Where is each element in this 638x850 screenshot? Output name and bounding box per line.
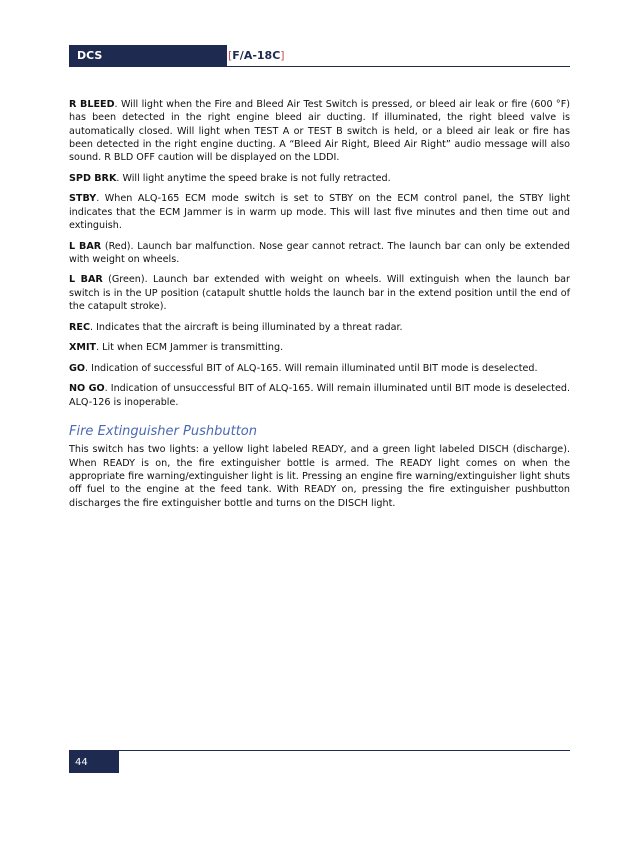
item-paragraph bbox=[69, 240, 570, 267]
page-number-box bbox=[69, 751, 119, 773]
section-body: This switch has two lights: a yellow light labeled READY, and a green light labeled DISCH (discharge). When READY is on, the fire extinguisher bottle is armed. The READY light comes on when the appropriate fire warning/extinguisher light is lit. Pressing an engine fire warning/extinguisher light shuts off fuel to the engine at the feed tank. With READY on, pressing the fire extinguisher pushbutton discharges the fire extinguisher bottle and turns on the DISCH light. bbox=[69, 444, 570, 509]
item-term: REC bbox=[69, 321, 90, 333]
item-paragraph bbox=[69, 321, 570, 334]
item-description: . Indication of successful BIT of ALQ-165. Will remain illuminated until BIT mode is deselected. bbox=[85, 362, 538, 374]
item-term: L BAR bbox=[69, 240, 102, 252]
header-bracket-open: [ bbox=[228, 49, 233, 62]
item-term: R BLEED bbox=[69, 99, 115, 110]
item-term: L BAR bbox=[69, 274, 103, 286]
item-paragraph bbox=[69, 192, 570, 232]
page-number: 44 bbox=[75, 757, 88, 768]
footer-rule bbox=[69, 750, 570, 751]
item-description: . Indicates that the aircraft is being illuminated by a threat radar. bbox=[89, 321, 403, 333]
item-description: . Will light anytime the speed brake is not fully retracted. bbox=[116, 172, 391, 184]
item-description: (Green). Launch bar extended with weight on wheels. Will extinguish when the launch bar switch is in the UP position (catapult shuttle holds the launch bar in the extend position until the end of the catapult stroke). bbox=[69, 274, 571, 313]
item-paragraph bbox=[69, 273, 570, 313]
page-header bbox=[69, 45, 570, 67]
header-brand-box bbox=[69, 45, 227, 67]
item-paragraph bbox=[69, 382, 570, 409]
item-description: . When ALQ-165 ECM mode switch is set to STBY on the ECM control panel, the STBY light indicates that the ECM Jammer is in warm up mode. This will last five minutes and then time out and extinguish. bbox=[69, 193, 570, 231]
item-term: STBY bbox=[69, 193, 97, 205]
item-term: NO GO bbox=[69, 383, 105, 395]
item-paragraph bbox=[69, 172, 570, 185]
item-description: (Red). Launch bar malfunction. Nose gear cannot retract. The launch bar can only be extended with weight on wheels. bbox=[69, 240, 570, 265]
header-bracket-close: ] bbox=[280, 49, 285, 62]
item-description: . Indication of unsuccessful BIT of ALQ-165. Will remain illuminated until BIT mode is deselected. ALQ-126 is inoperable. bbox=[69, 383, 570, 408]
header-brand: DCS bbox=[77, 49, 103, 62]
item-paragraph bbox=[69, 362, 570, 375]
item-description: . Will light when the Fire and Bleed Air Test Switch is pressed, or bleed air leak or fire (600 °F) has been detected in the right engine bleed air ducting. If illuminated, the right bleed valve is automatically closed. Will light when TEST A or TEST B switch is held, or a bleed air leak or fire has been detected in the right engine ducting. A “Bleed Air Right, Bleed Air Right” audio message will also sound. R BLD OFF caution will be displayed on the LDDI. bbox=[69, 99, 570, 164]
section-heading: Fire Extinguisher Pushbutton bbox=[69, 424, 257, 440]
header-aircraft: F/A-18C bbox=[232, 49, 281, 62]
page-body bbox=[69, 98, 570, 517]
item-paragraph bbox=[69, 341, 570, 354]
header-rule bbox=[227, 66, 570, 67]
item-description: . Lit when ECM Jammer is transmitting. bbox=[96, 342, 284, 354]
header-aircraft-title bbox=[228, 49, 285, 62]
item-term: XMIT bbox=[69, 342, 97, 354]
item-term: GO bbox=[69, 362, 86, 374]
item-term: SPD BRK bbox=[69, 172, 117, 184]
item-paragraph bbox=[69, 98, 570, 164]
